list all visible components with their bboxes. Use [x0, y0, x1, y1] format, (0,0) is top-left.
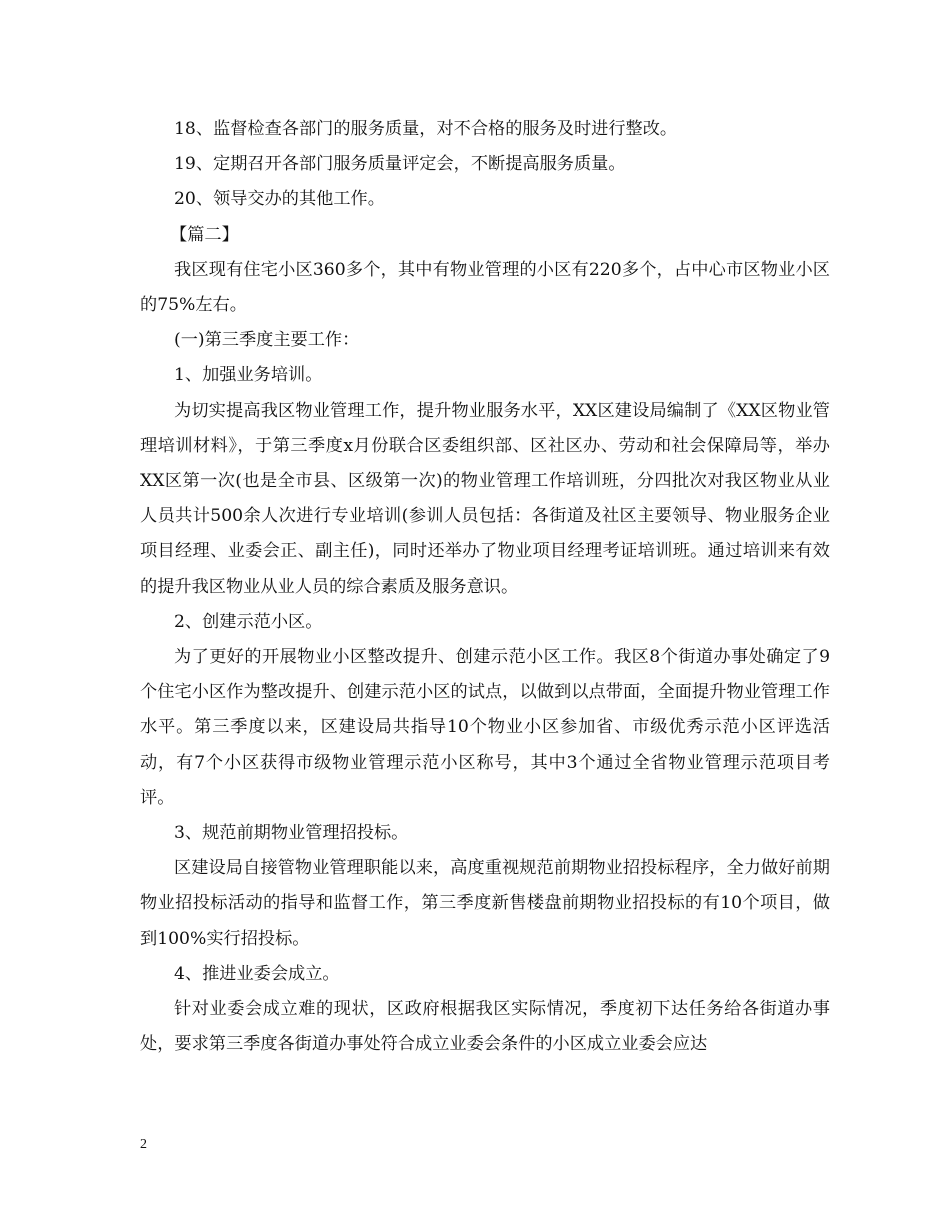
item-heading-bidding: 3、规范前期物业管理招投标。	[174, 823, 409, 844]
document-body	[140, 112, 830, 1062]
paragraph-demo-community: 为了更好的开展物业小区整改提升、创建示范小区工作。我区8个街道办事处确定了9个住宅小区作为整改提升、创建示范小区的试点，以做到以点带面，全面提升物业管理工作水平。第三季度以来，区建设局共指导10个物业小区参加省、市级优秀示范小区评选活动，有7个小区获得市级物业管理示范小区称号，其中3个通过全省物业管理示范项目考评。	[140, 647, 830, 808]
paragraph-item-18: 18、监督检查各部门的服务质量，对不合格的服务及时进行整改。	[174, 119, 678, 139]
item-heading-training: 1、加强业务培训。	[174, 365, 323, 386]
item-heading-demo-community: 2、创建示范小区。	[174, 611, 323, 632]
paragraph-item-20: 20、领导交办的其他工作。	[174, 189, 385, 210]
subheading-q3-work: (一)第三季度主要工作：	[174, 330, 360, 351]
paragraph-item-19: 19、定期召开各部门服务质量评定会，不断提高服务质量。	[174, 154, 626, 175]
section-heading-part-two: 【篇二】	[170, 224, 239, 245]
paragraph-overview: 我区现有住宅小区360多个，其中有物业管理的小区有220多个，占中心市区物业小区的75%左右。	[140, 259, 830, 316]
paragraph-training: 为切实提高我区物业管理工作，提升物业服务水平，XX区建设局编制了《XX区物业管理培训材料》，于第三季度x月份联合区委组织部、区社区办、劳动和社会保障局等，举办XX区第一次(也是全市县、区级第一次)的物业管理工作培训班，分四批次对我区物业从业人员共计500余人次进行专业培训(参训人员包括：各街道及社区主要领导、物业服务企业项目经理、业委会正、副主任)，同时还举办了物业项目经理考证培训班。通过培训来有效的提升我区物业从业人员的综合素质及服务意识。	[140, 400, 830, 597]
paragraph-bidding: 区建设局自接管物业管理职能以来，高度重视规范前期物业招投标程序，全力做好前期物业招投标活动的指导和监督工作，第三季度新售楼盘前期物业招投标的有10个项目，做到100%实行招投标。	[140, 858, 830, 949]
item-heading-owners-committee: 4、推进业委会成立。	[174, 963, 340, 984]
page-number: 2	[140, 1137, 147, 1152]
paragraph-owners-committee: 针对业委会成立难的现状，区政府根据我区实际情况，季度初下达任务给各街道办事处，要求第三季度各街道办事处符合成立业委会条件的小区成立业委会应达	[140, 999, 830, 1055]
